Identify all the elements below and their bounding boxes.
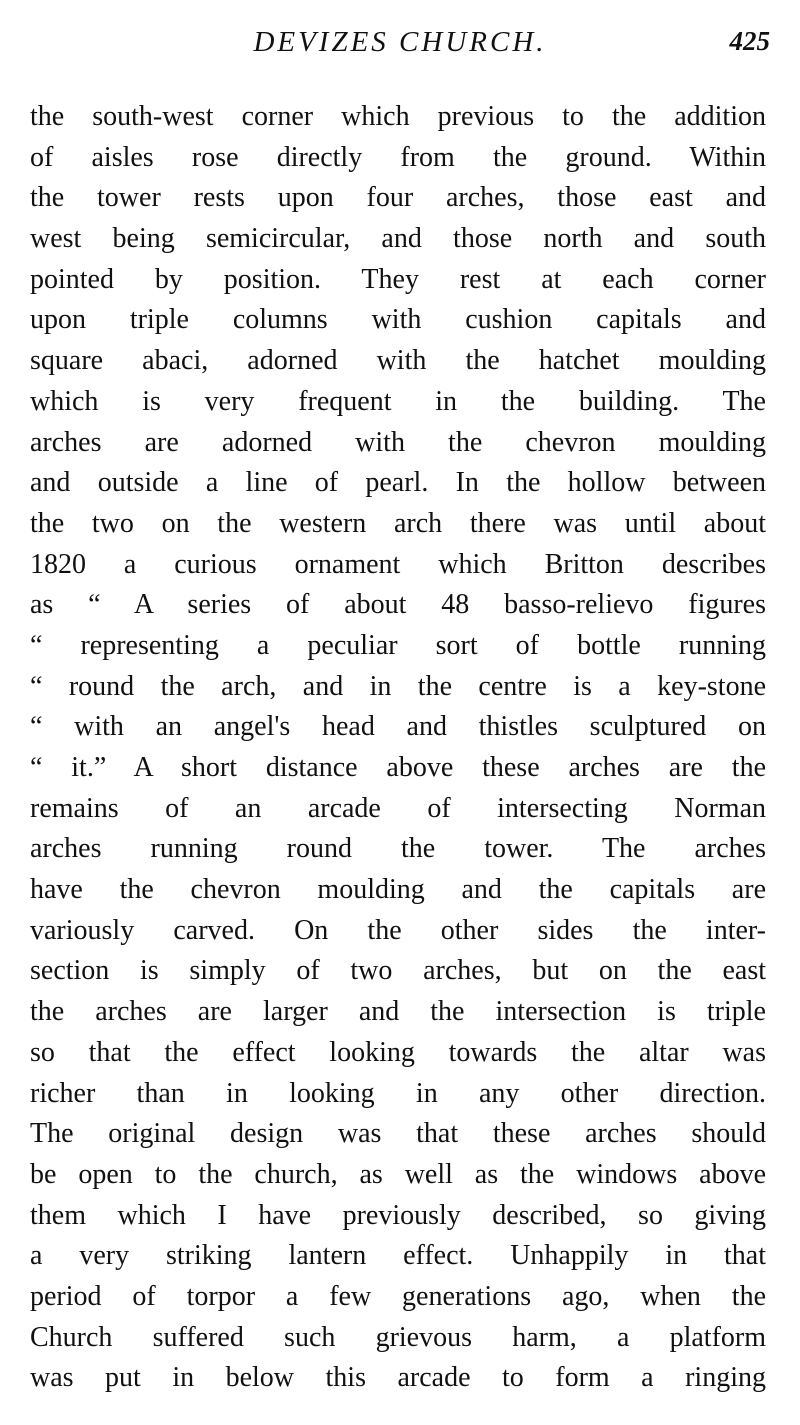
text-line: was put in below this arcade to form a ringing bbox=[30, 1362, 766, 1394]
text-line: “ round the arch, and in the centre is a key-stone bbox=[30, 670, 766, 702]
text-line: richer than in looking in any other direction. bbox=[30, 1077, 766, 1109]
running-title: DEVIZES CHURCH. bbox=[253, 26, 547, 58]
text-line: square abaci, adorned with the hatchet moulding bbox=[30, 345, 766, 377]
text-line: “ with an angel's head and thistles sculptured on bbox=[30, 711, 766, 743]
text-line: a very striking lantern effect. Unhappily in that bbox=[30, 1240, 766, 1272]
text-line: period of torpor a few generations ago, when the bbox=[30, 1280, 766, 1312]
text-line: and outside a line of pearl. In the hollow between bbox=[30, 467, 766, 499]
text-line: the tower rests upon four arches, those east and bbox=[30, 182, 766, 214]
text-line: them which I have previously described, so giving bbox=[30, 1199, 766, 1231]
text-line: so that the effect looking towards the altar was bbox=[30, 1036, 766, 1068]
text-line: “ it.” A short distance above these arches are the bbox=[30, 752, 766, 783]
text-line: 1820 a curious ornament which Britton describes bbox=[30, 548, 766, 580]
text-line: variously carved. On the other sides the inter- bbox=[30, 914, 766, 946]
text-line: the arches are larger and the intersection is triple bbox=[30, 996, 766, 1028]
text-line: have the chevron moulding and the capitals are bbox=[30, 874, 766, 906]
text-line: arches running round the tower. The arches bbox=[30, 833, 766, 865]
text-line: which is very frequent in the building. The bbox=[30, 385, 766, 417]
text-line: of aisles rose directly from the ground. Within bbox=[30, 141, 766, 173]
text-line: The original design was that these arches should bbox=[30, 1118, 766, 1150]
text-line: upon triple columns with cushion capitals and bbox=[30, 304, 766, 336]
running-head bbox=[30, 20, 770, 70]
body-text bbox=[30, 97, 766, 1399]
text-line: remains of an arcade of intersecting Norman bbox=[30, 792, 766, 824]
text-line: the south-west corner which previous to the addition bbox=[30, 101, 766, 132]
text-line: Church suffered such grievous harm, a platform bbox=[30, 1321, 766, 1353]
text-line: be open to the church, as well as the windows above bbox=[30, 1158, 766, 1190]
text-line: west being semicircular, and those north and south bbox=[30, 223, 766, 255]
page-number: 425 bbox=[729, 26, 770, 56]
text-line: arches are adorned with the chevron moulding bbox=[30, 426, 766, 458]
text-line: the two on the western arch there was until about bbox=[30, 507, 766, 539]
text-line: “ representing a peculiar sort of bottle running bbox=[30, 629, 766, 661]
text-line: section is simply of two arches, but on the east bbox=[30, 955, 766, 987]
text-line: pointed by position. They rest at each corner bbox=[30, 263, 766, 295]
text-line: as “ A series of about 48 basso-relievo figures bbox=[30, 589, 766, 621]
